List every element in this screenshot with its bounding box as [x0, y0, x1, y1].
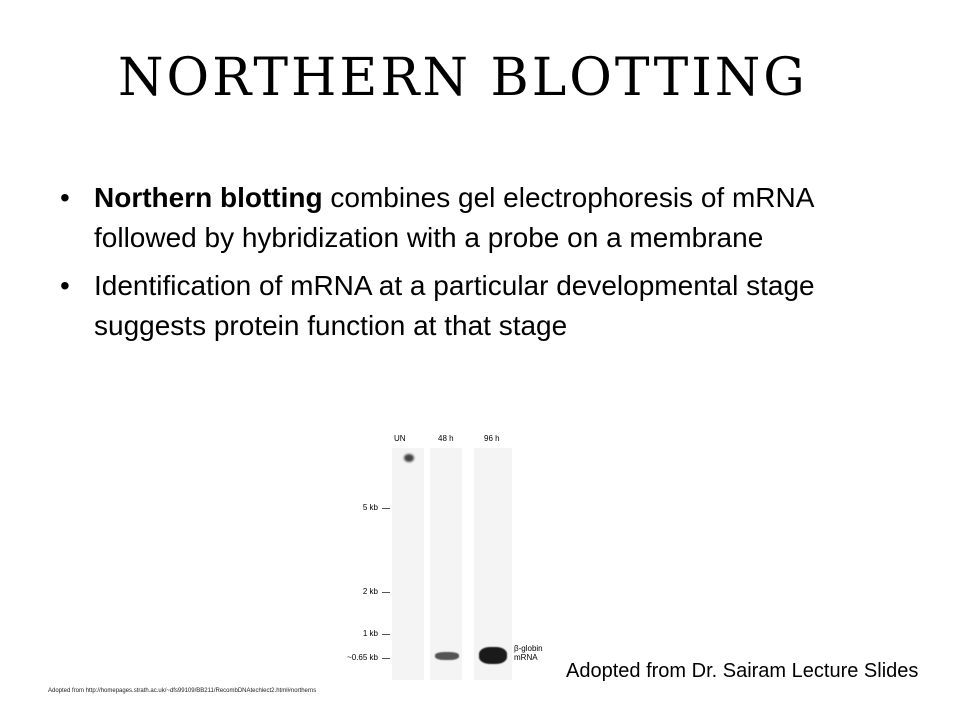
marker-tick [382, 592, 390, 593]
source-caption: Adopted from http://homepages.strath.ac.uk/~dfs99109/BB211/RecombDNAtechlect2.html#northerns [48, 688, 317, 694]
lane-label-96h: 96 h [484, 434, 500, 443]
northern-blot-figure [336, 428, 548, 690]
bullet-bold-text: Northern blotting [94, 182, 323, 213]
band-96h [479, 647, 507, 664]
marker-label-065kb: ~0.65 kb [347, 653, 378, 662]
probe-label-line1: β-globin [514, 644, 543, 653]
probe-label-line2: mRNA [514, 653, 538, 662]
marker-label-2kb: 2 kb [362, 587, 378, 596]
bullet-list [60, 178, 900, 354]
well-spot [404, 454, 414, 462]
marker-label-5kb: 5 kb [362, 503, 378, 512]
lane-un [392, 448, 424, 680]
lane-96h [474, 448, 512, 680]
attribution-caption: Adopted from Dr. Sairam Lecture Slides [566, 660, 919, 682]
probe-label [514, 644, 543, 662]
lane-label-un: UN [394, 434, 406, 443]
marker-tick [382, 658, 390, 659]
bullet-item [60, 266, 900, 346]
marker-tick [382, 634, 390, 635]
slide-title: NORTHERN BLOTTING [118, 48, 808, 108]
bullet-item [60, 178, 900, 258]
bullet-text: Identification of mRNA at a particular developmental stage suggests protein function at that stage [94, 270, 815, 341]
bullet-text: combines gel electrophoresis of mRNA followed by hybridization with a probe on a membrane [94, 182, 813, 253]
band-48h [435, 652, 459, 660]
lane-label-48h: 48 h [438, 434, 454, 443]
lane-48h [430, 448, 462, 680]
marker-label-1kb: 1 kb [362, 629, 378, 638]
marker-tick [382, 508, 390, 509]
